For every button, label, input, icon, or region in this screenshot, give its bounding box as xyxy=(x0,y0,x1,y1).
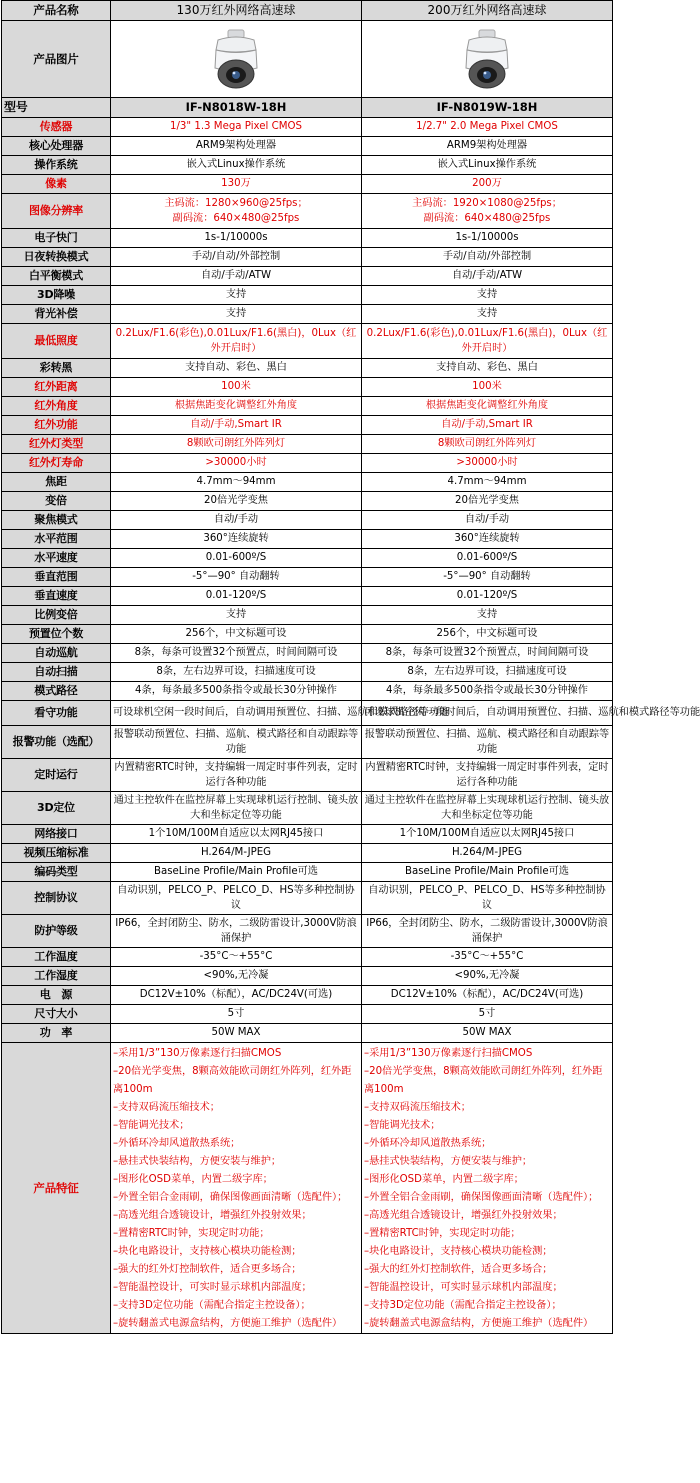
feature-item: –块化电路设计，支持核心模块功能检测； xyxy=(364,1246,553,1257)
spec-row xyxy=(2,359,613,378)
spec-row xyxy=(2,606,613,625)
spec-value-b: 报警联动预置位、扫描、巡航、模式路径和自动跟踪等功能 xyxy=(362,726,613,759)
spec-value-a: 支持 xyxy=(111,286,362,305)
feature-item: –支持双码流压缩技术； xyxy=(113,1102,220,1113)
feature-item: –支持3D定位功能（需配合指定主控设备）； xyxy=(113,1300,311,1311)
spec-value-a: 20倍光学变焦 xyxy=(111,492,362,511)
dome-camera-icon xyxy=(455,28,519,90)
spec-value-b: 4条，每条最多500条指令或最长30分钟操作 xyxy=(362,682,613,701)
spec-row xyxy=(2,118,613,137)
feature-item: –悬挂式快装结构，方便安装与维护； xyxy=(364,1156,533,1167)
features-label: 产品特征 xyxy=(2,1043,111,1334)
spec-value-b: 200万 xyxy=(362,175,613,194)
header-row xyxy=(2,1,613,21)
spec-row xyxy=(2,267,613,286)
spec-value-b: 256个，中文标题可设 xyxy=(362,625,613,644)
spec-value-b: 嵌入式Linux操作系统 xyxy=(362,156,613,175)
model-label: 型号 xyxy=(2,98,111,118)
spec-value-b: 100米 xyxy=(362,378,613,397)
spec-row xyxy=(2,454,613,473)
spec-row xyxy=(2,1024,613,1043)
spec-row xyxy=(2,492,613,511)
feature-item: –强大的红外灯控制软件，适合更多场合； xyxy=(364,1264,553,1275)
spec-value-a: 报警联动预置位、扫描、巡航、模式路径和自动跟踪等功能 xyxy=(111,726,362,759)
spec-value-b: 支持 xyxy=(362,305,613,324)
spec-value-b: 自动/手动/ATW xyxy=(362,267,613,286)
spec-value-b: 50W MAX xyxy=(362,1024,613,1043)
spec-value-b: 内置精密RTC时钟，支持编辑一周定时事件列表，定时运行各种功能 xyxy=(362,759,613,792)
feature-item: –支持3D定位功能（需配合指定主控设备）； xyxy=(364,1300,562,1311)
spec-value-a: <90%,无冷凝 xyxy=(111,967,362,986)
spec-value-b: <90%,无冷凝 xyxy=(362,967,613,986)
feature-item: –智能温控设计，可实时显示球机内部温度； xyxy=(113,1282,312,1293)
spec-row xyxy=(2,175,613,194)
spec-row xyxy=(2,625,613,644)
spec-label: 聚焦模式 xyxy=(2,511,111,530)
spec-value-b: 根据焦距变化调整红外角度 xyxy=(362,397,613,416)
spec-value-b: >30000小时 xyxy=(362,454,613,473)
spec-row xyxy=(2,137,613,156)
spec-value-a: 支持 xyxy=(111,606,362,625)
spec-row xyxy=(2,587,613,606)
feature-item: –悬挂式快装结构，方便安装与维护； xyxy=(113,1156,282,1167)
spec-row xyxy=(2,1005,613,1024)
spec-value-b: 8条，左右边界可设，扫描速度可设 xyxy=(362,663,613,682)
feature-item: –智能温控设计，可实时显示球机内部温度； xyxy=(364,1282,563,1293)
spec-value-b: IP66，全封闭防尘、防水，二级防雷设计,3000V防浪涌保护 xyxy=(362,915,613,948)
spec-value-a: 可设球机空闲一段时间后，自动调用预置位、扫描、巡航和模式路径等功能 xyxy=(111,701,362,726)
spec-label: 传感器 xyxy=(2,118,111,137)
image-row xyxy=(2,21,613,98)
spec-value-a: ARM9架构处理器 xyxy=(111,137,362,156)
spec-label: 功 率 xyxy=(2,1024,111,1043)
spec-value-a: 支持自动、彩色、黑白 xyxy=(111,359,362,378)
spec-label: 自动巡航 xyxy=(2,644,111,663)
spec-label: 白平衡模式 xyxy=(2,267,111,286)
spec-value-a: 256个，中文标题可设 xyxy=(111,625,362,644)
spec-value-a: 自动/手动 xyxy=(111,511,362,530)
model-b: IF-N8019W-18H xyxy=(362,98,613,118)
spec-row xyxy=(2,863,613,882)
spec-label: 控制协议 xyxy=(2,882,111,915)
spec-value-a: 自动/手动,Smart IR xyxy=(111,416,362,435)
spec-label: 比例变倍 xyxy=(2,606,111,625)
feature-item: –外置全铝合金雨刷，确保图像画面清晰（选配件）； xyxy=(113,1192,348,1203)
spec-row xyxy=(2,915,613,948)
spec-row xyxy=(2,416,613,435)
feature-item: –20倍光学变焦，8颗高效能欧司朗红外阵列，红外距离100m xyxy=(113,1066,352,1095)
spec-value-a: 自动识别，PELCO_P、PELCO_D、HS等多种控制协议 xyxy=(111,882,362,915)
spec-value-a: 0.01-600º/S xyxy=(111,549,362,568)
spec-value-b: 5寸 xyxy=(362,1005,613,1024)
spec-value-b: 1个10M/100M自适应以太网RJ45接口 xyxy=(362,825,613,844)
spec-value-b: 360°连续旋转 xyxy=(362,530,613,549)
spec-row xyxy=(2,435,613,454)
spec-row xyxy=(2,792,613,825)
spec-row xyxy=(2,663,613,682)
spec-label: 看守功能 xyxy=(2,701,111,726)
spec-label: 垂直速度 xyxy=(2,587,111,606)
spec-row xyxy=(2,530,613,549)
spec-label: 最低照度 xyxy=(2,324,111,359)
spec-label: 3D降噪 xyxy=(2,286,111,305)
spec-label: 编码类型 xyxy=(2,863,111,882)
spec-value-a: 4.7mm～94mm xyxy=(111,473,362,492)
spec-row xyxy=(2,644,613,663)
spec-label: 图像分辨率 xyxy=(2,194,111,229)
spec-value-b: -5°—90° 自动翻转 xyxy=(362,568,613,587)
spec-value-b: 支持 xyxy=(362,286,613,305)
spec-value-b: -35°C～+55°C xyxy=(362,948,613,967)
feature-item: –旋转翻盖式电源盒结构，方便施工维护（选配件） xyxy=(113,1318,343,1329)
spec-value-a: 0.01-120º/S xyxy=(111,587,362,606)
spec-value-b: ARM9架构处理器 xyxy=(362,137,613,156)
feature-item: –20倍光学变焦，8颗高效能欧司朗红外阵列，红外距离100m xyxy=(364,1066,603,1095)
spec-label: 像素 xyxy=(2,175,111,194)
spec-value-a: 根据焦距变化调整红外角度 xyxy=(111,397,362,416)
product-image-a xyxy=(111,21,362,98)
spec-value-a: 8条，每条可设置32个预置点，时间间隔可设 xyxy=(111,644,362,663)
spec-value-a: 1个10M/100M自适应以太网RJ45接口 xyxy=(111,825,362,844)
spec-value-b: DC12V±10%（标配），AC/DC24V(可选) xyxy=(362,986,613,1005)
spec-label: 红外灯类型 xyxy=(2,435,111,454)
spec-value-a: 通过主控软件在监控屏幕上实现球机运行控制、镜头放大和坐标定位等功能 xyxy=(111,792,362,825)
spec-label: 尺寸大小 xyxy=(2,1005,111,1024)
feature-item: –支持双码流压缩技术； xyxy=(364,1102,471,1113)
spec-value-a: 360°连续旋转 xyxy=(111,530,362,549)
spec-row xyxy=(2,759,613,792)
feature-item: –智能调光技术； xyxy=(113,1120,190,1131)
spec-label: 红外距离 xyxy=(2,378,111,397)
spec-label: 红外功能 xyxy=(2,416,111,435)
spec-value-b: 自动/手动 xyxy=(362,511,613,530)
spec-label: 水平速度 xyxy=(2,549,111,568)
spec-row xyxy=(2,701,613,726)
spec-value-b: 手动/自动/外部控制 xyxy=(362,248,613,267)
spec-label: 彩转黑 xyxy=(2,359,111,378)
spec-table xyxy=(1,0,700,1334)
spec-value-a: 支持 xyxy=(111,305,362,324)
product-name-a: 130万红外网络高速球 xyxy=(111,1,362,21)
feature-item: –旋转翻盖式电源盒结构，方便施工维护（选配件） xyxy=(364,1318,594,1329)
spec-row xyxy=(2,397,613,416)
spec-row xyxy=(2,286,613,305)
spec-value-b: 4.7mm～94mm xyxy=(362,473,613,492)
product-name-b: 200万红外网络高速球 xyxy=(362,1,613,21)
feature-item: –置精密RTC时钟，实现定时功能； xyxy=(364,1228,521,1239)
spec-value-a: IP66，全封闭防尘、防水，二级防雷设计,3000V防浪涌保护 xyxy=(111,915,362,948)
spec-label: 垂直范围 xyxy=(2,568,111,587)
spec-row xyxy=(2,948,613,967)
spec-value-b: 8颗欧司朗红外阵列灯 xyxy=(362,435,613,454)
feature-item: –采用1/3”130万像素逐行扫描CMOS xyxy=(364,1048,533,1059)
spec-label: 红外角度 xyxy=(2,397,111,416)
spec-value-a: 130万 xyxy=(111,175,362,194)
spec-value-a: 手动/自动/外部控制 xyxy=(111,248,362,267)
feature-item: –块化电路设计，支持核心模块功能检测； xyxy=(113,1246,302,1257)
spec-value-b: 0.01-120º/S xyxy=(362,587,613,606)
spec-row xyxy=(2,324,613,359)
spec-label: 背光补偿 xyxy=(2,305,111,324)
spec-value-b: 可设球机空闲一段时间后，自动调用预置位、扫描、巡航和模式路径等功能 xyxy=(362,701,613,726)
model-row xyxy=(2,98,613,118)
spec-label: 日夜转换模式 xyxy=(2,248,111,267)
spec-value-a: -5°—90° 自动翻转 xyxy=(111,568,362,587)
spec-row xyxy=(2,568,613,587)
spec-value-a: 自动/手动/ATW xyxy=(111,267,362,286)
spec-value-b: 0.01-600º/S xyxy=(362,549,613,568)
spec-value-b: 支持 xyxy=(362,606,613,625)
features-list-a xyxy=(111,1043,362,1334)
spec-label: 变倍 xyxy=(2,492,111,511)
product-image-b xyxy=(362,21,613,98)
spec-label: 操作系统 xyxy=(2,156,111,175)
spec-value-a: 0.2Lux/F1.6(彩色),0.01Lux/F1.6(黑白)，0Lux（红外开启时） xyxy=(111,324,362,359)
spec-value-a: 嵌入式Linux操作系统 xyxy=(111,156,362,175)
spec-value-a: 主码流：1280×960@25fps； 副码流：640×480@25fps xyxy=(111,194,362,229)
spec-label: 报警功能（选配） xyxy=(2,726,111,759)
spec-value-a: 100米 xyxy=(111,378,362,397)
spec-row xyxy=(2,473,613,492)
feature-item: –外循环冷却风道散热系统； xyxy=(364,1138,492,1149)
spec-value-b: 20倍光学变焦 xyxy=(362,492,613,511)
model-a: IF-N8018W-18H xyxy=(111,98,362,118)
spec-row xyxy=(2,726,613,759)
spec-label: 定时运行 xyxy=(2,759,111,792)
feature-item: –置精密RTC时钟，实现定时功能； xyxy=(113,1228,270,1239)
spec-label: 防护等级 xyxy=(2,915,111,948)
image-label: 产品图片 xyxy=(2,21,111,98)
name-label: 产品名称 xyxy=(2,1,111,21)
spec-row xyxy=(2,156,613,175)
spec-value-a: H.264/M-JPEG xyxy=(111,844,362,863)
spec-row xyxy=(2,511,613,530)
feature-item: –强大的红外灯控制软件，适合更多场合； xyxy=(113,1264,302,1275)
spec-value-a: 1s-1/10000s xyxy=(111,229,362,248)
features-row xyxy=(2,1043,613,1334)
spec-row xyxy=(2,882,613,915)
spec-row xyxy=(2,682,613,701)
spec-value-a: 4条，每条最多500条指令或最长30分钟操作 xyxy=(111,682,362,701)
feature-item: –高透光组合透镜设计，增强红外投射效果； xyxy=(113,1210,312,1221)
spec-value-b: 8条，每条可设置32个预置点，时间间隔可设 xyxy=(362,644,613,663)
spec-value-b: 自动/手动,Smart IR xyxy=(362,416,613,435)
feature-item: –图形化OSD菜单，内置二级字库； xyxy=(113,1174,273,1185)
feature-item: –外循环冷却风道散热系统； xyxy=(113,1138,241,1149)
spec-label: 核心处理器 xyxy=(2,137,111,156)
spec-value-b: H.264/M-JPEG xyxy=(362,844,613,863)
spec-label: 网络接口 xyxy=(2,825,111,844)
spec-row xyxy=(2,549,613,568)
spec-row xyxy=(2,378,613,397)
spec-value-b: 支持自动、彩色、黑白 xyxy=(362,359,613,378)
spec-value-a: 8颗欧司朗红外阵列灯 xyxy=(111,435,362,454)
spec-value-a: 内置精密RTC时钟，支持编辑一周定时事件列表，定时运行各种功能 xyxy=(111,759,362,792)
spec-row xyxy=(2,305,613,324)
features-list-b xyxy=(362,1043,613,1334)
dome-camera-icon xyxy=(204,28,268,90)
spec-value-b: 自动识别，PELCO_P、PELCO_D、HS等多种控制协议 xyxy=(362,882,613,915)
spec-row xyxy=(2,194,613,229)
spec-label: 模式路径 xyxy=(2,682,111,701)
spec-label: 自动扫描 xyxy=(2,663,111,682)
spec-value-a: 50W MAX xyxy=(111,1024,362,1043)
spec-value-b: BaseLine Profile/Main Profile可选 xyxy=(362,863,613,882)
feature-item: –高透光组合透镜设计，增强红外投射效果； xyxy=(364,1210,563,1221)
feature-item: –智能调光技术； xyxy=(364,1120,441,1131)
spec-label: 3D定位 xyxy=(2,792,111,825)
spec-label: 视频压缩标准 xyxy=(2,844,111,863)
spec-value-b: 通过主控软件在监控屏幕上实现球机运行控制、镜头放大和坐标定位等功能 xyxy=(362,792,613,825)
spec-value-a: 1/3" 1.3 Mega Pixel CMOS xyxy=(111,118,362,137)
spec-label: 工作湿度 xyxy=(2,967,111,986)
spec-row xyxy=(2,229,613,248)
spec-row xyxy=(2,986,613,1005)
spec-value-b: 1/2.7" 2.0 Mega Pixel CMOS xyxy=(362,118,613,137)
spec-value-a: 5寸 xyxy=(111,1005,362,1024)
spec-label: 焦距 xyxy=(2,473,111,492)
spec-value-b: 1s-1/10000s xyxy=(362,229,613,248)
spec-row xyxy=(2,248,613,267)
spec-value-a: DC12V±10%（标配），AC/DC24V(可选) xyxy=(111,986,362,1005)
feature-item: –外置全铝合金雨刷，确保图像画面清晰（选配件）； xyxy=(364,1192,599,1203)
spec-label: 工作温度 xyxy=(2,948,111,967)
spec-label: 红外灯寿命 xyxy=(2,454,111,473)
spec-value-a: 8条，左右边界可设，扫描速度可设 xyxy=(111,663,362,682)
feature-item: –采用1/3”130万像素逐行扫描CMOS xyxy=(113,1048,282,1059)
spec-label: 预置位个数 xyxy=(2,625,111,644)
feature-item: –图形化OSD菜单，内置二级字库； xyxy=(364,1174,524,1185)
spec-value-b: 主码流：1920×1080@25fps； 副码流：640×480@25fps xyxy=(362,194,613,229)
spec-label: 电子快门 xyxy=(2,229,111,248)
spec-value-a: >30000小时 xyxy=(111,454,362,473)
spec-row xyxy=(2,967,613,986)
spec-row xyxy=(2,844,613,863)
spec-row xyxy=(2,825,613,844)
spec-label: 电 源 xyxy=(2,986,111,1005)
spec-value-b: 0.2Lux/F1.6(彩色),0.01Lux/F1.6(黑白)，0Lux（红外开启时） xyxy=(362,324,613,359)
spec-value-a: BaseLine Profile/Main Profile可选 xyxy=(111,863,362,882)
spec-label: 水平范围 xyxy=(2,530,111,549)
spec-value-a: -35°C～+55°C xyxy=(111,948,362,967)
